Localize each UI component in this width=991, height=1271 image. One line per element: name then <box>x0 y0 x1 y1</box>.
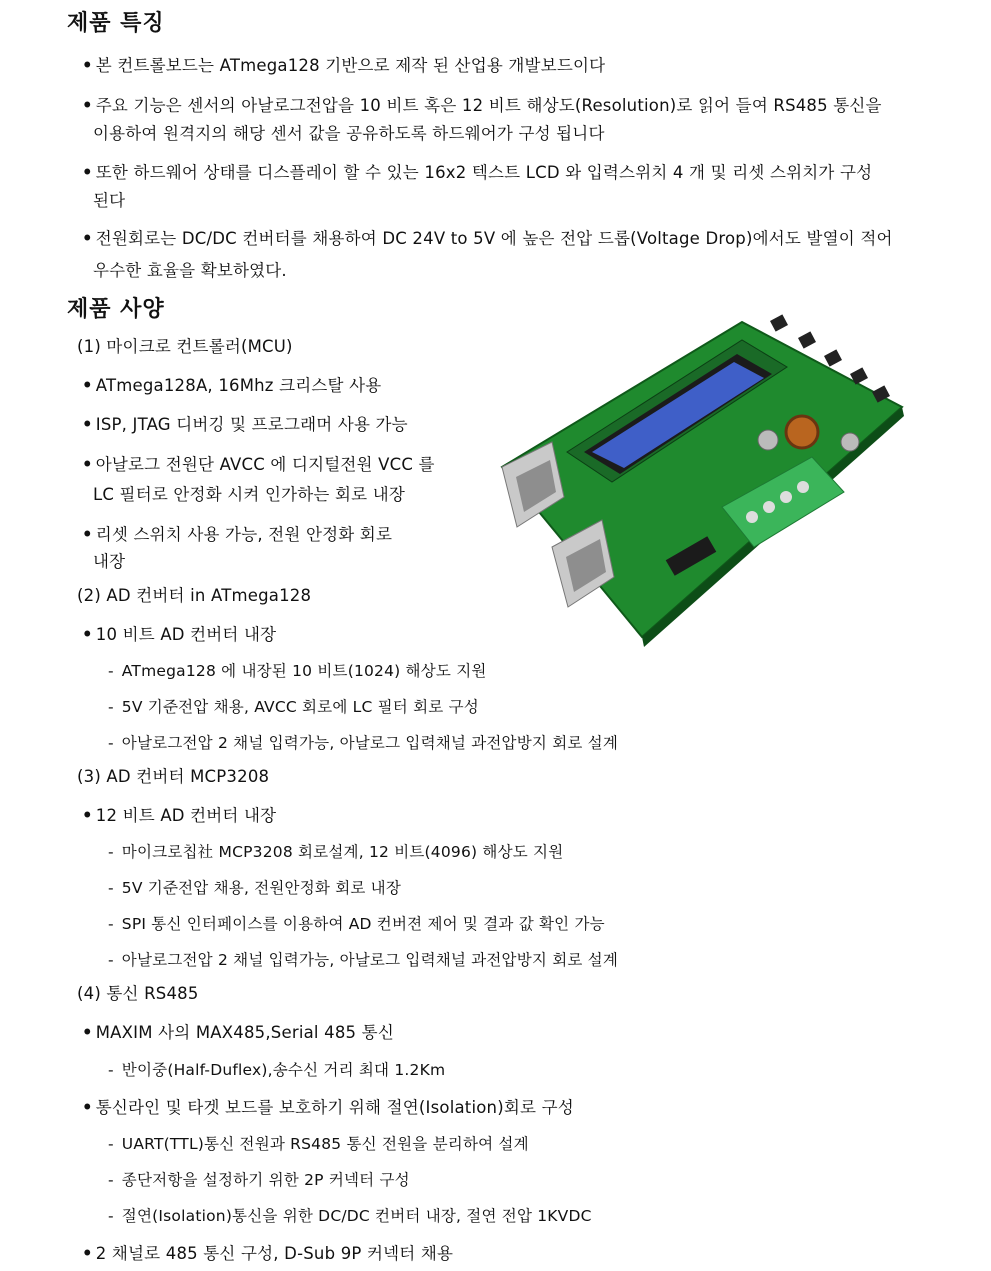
mcu-bullet-4-cont: 내장 <box>93 552 126 571</box>
bullet: • <box>82 415 93 434</box>
rs485-item-2: - UART(TTL)통신 전원과 RS485 통신 전원을 분리하여 설계 <box>108 1135 529 1153</box>
mcu-bullet-1: • ATmega128A, 16Mhz 크리스탈 사용 <box>82 376 382 395</box>
ad128-bullet: • 10 비트 AD 컨버터 내장 <box>82 625 277 644</box>
feature-item-4: • 전원회로는 DC/DC 컨버터를 채용하여 DC 24V to 5V 에 높은 전압 드롭(Voltage Drop)에서도 발열이 적어 <box>82 229 893 248</box>
rs485-item-3: - 종단저항을 설정하기 위한 2P 커넥터 구성 <box>108 1171 410 1189</box>
mcu-bullet-3-cont: LC 필터로 안정화 시켜 인가하는 회로 내장 <box>93 485 406 504</box>
rs485-item-4: - 절연(Isolation)통신을 위한 DC/DC 컨버터 내장, 절연 전압 1KVDC <box>108 1207 592 1225</box>
ad128-title: (2) AD 컨버터 in ATmega128 <box>77 586 312 605</box>
rs485-bullet-2: • 통신라인 및 타겟 보드를 보호하기 위해 절연(Isolation)회로 구성 <box>82 1098 574 1117</box>
rs485-bullet-3: • 2 채널로 485 통신 구성, D-Sub 9P 커넥터 채용 <box>82 1244 454 1263</box>
mcu-bullet-3: • 아날로그 전원단 AVCC 에 디지털전원 VCC 를 <box>82 455 435 474</box>
specs-heading: 제품 사양 <box>67 297 165 322</box>
mcu-bullet-2: • ISP, JTAG 디버깅 및 프로그래머 사용 가능 <box>82 415 408 434</box>
bullet: • <box>82 806 93 825</box>
feature-item-2: • 주요 기능은 센서의 아날로그전압을 10 비트 혹은 12 비트 해상도(Resolution)로 읽어 들여 RS485 통신을 <box>82 96 882 115</box>
features-heading: 제품 특징 <box>67 11 165 36</box>
ad128-item-3: - 아날로그전압 2 채널 입력가능, 아날로그 입력채널 과전압방지 회로 설계 <box>108 734 619 752</box>
mcp-item-1: - 마이크로칩社 MCP3208 회로설계, 12 비트(4096) 해상도 지원 <box>108 843 564 861</box>
bullet: • <box>82 56 93 75</box>
mcu-bullet-4: • 리셋 스위치 사용 가능, 전원 안정화 회로 <box>82 525 393 544</box>
bullet: • <box>82 1098 93 1117</box>
rs485-bullet-1: • MAXIM 사의 MAX485,Serial 485 통신 <box>82 1023 394 1042</box>
feature-item-1: • 본 컨트롤보드는 ATmega128 기반으로 제작 된 산업용 개발보드이다 <box>82 56 606 75</box>
capacitor <box>841 433 859 451</box>
bullet: • <box>82 229 93 248</box>
capacitor <box>758 430 778 450</box>
board-photo <box>472 292 942 657</box>
feature-item-3: • 또한 하드웨어 상태를 디스플레이 할 수 있는 16x2 텍스트 LCD 와 입력스위치 4 개 및 리셋 스위치가 구성 <box>82 163 873 182</box>
ad128-item-1: - ATmega128 에 내장된 10 비트(1024) 해상도 지원 <box>108 662 487 680</box>
bullet: • <box>82 455 93 474</box>
feature-item-3-cont: 된다 <box>93 191 126 210</box>
bullet: • <box>82 163 93 182</box>
mcp-item-2: - 5V 기준전압 채용, 전원안정화 회로 내장 <box>108 879 402 897</box>
bullet: • <box>82 376 93 395</box>
bullet: • <box>82 1023 93 1042</box>
bullet: • <box>82 525 93 544</box>
ad128-item-2: - 5V 기준전압 채용, AVCC 회로에 LC 필터 회로 구성 <box>108 698 479 716</box>
mcp-item-4: - 아날로그전압 2 채널 입력가능, 아날로그 입력채널 과전압방지 회로 설계 <box>108 951 619 969</box>
mcu-title: (1) 마이크로 컨트롤러(MCU) <box>77 337 293 356</box>
bullet: • <box>82 96 93 115</box>
bullet: • <box>82 1244 93 1263</box>
bullet: • <box>82 625 93 644</box>
mcp-title: (3) AD 컨버터 MCP3208 <box>77 767 270 786</box>
feature-item-2-cont: 이용하여 원격지의 해당 센서 값을 공유하도록 하드웨어가 구성 됩니다 <box>93 124 605 143</box>
inductor <box>786 416 818 448</box>
rs485-item-1: - 반이중(Half-Duflex),송수신 거리 최대 1.2Km <box>108 1061 446 1079</box>
mcp-bullet: • 12 비트 AD 컨버터 내장 <box>82 806 277 825</box>
mcp-item-3: - SPI 통신 인터페이스를 이용하여 AD 컨버젼 제어 및 결과 값 확인 가능 <box>108 915 605 933</box>
feature-item-4-cont: 우수한 효율을 확보하였다. <box>93 261 287 280</box>
rs485-title: (4) 통신 RS485 <box>77 984 199 1003</box>
